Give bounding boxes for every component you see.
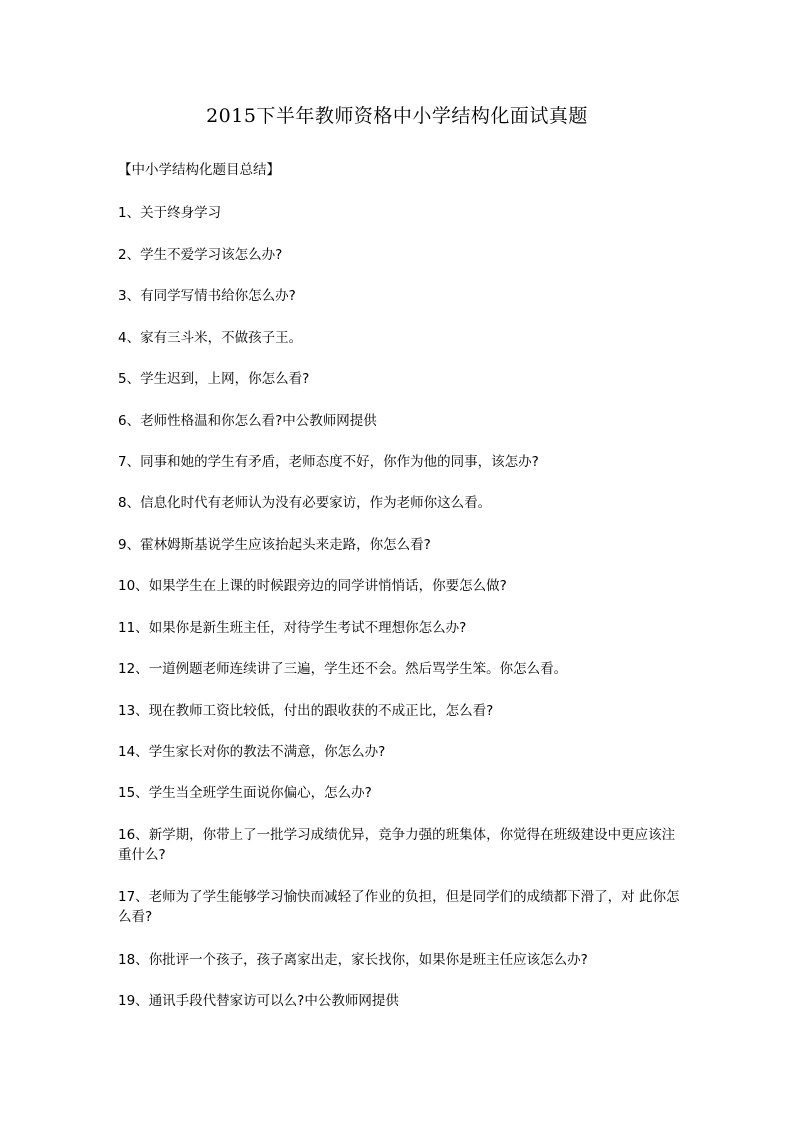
question-item <box>118 245 683 265</box>
question-number: 15、 <box>118 785 149 801</box>
question-item <box>118 452 683 472</box>
question-item <box>118 493 683 513</box>
question-text: 同事和她的学生有矛盾，老师态度不好，你作为他的同事，该怎办? <box>140 454 539 470</box>
question-text: 家有三斗米，不做孩子王。 <box>140 330 303 346</box>
question-number: 8、 <box>118 495 141 511</box>
question-text: 关于终身学习 <box>140 205 222 221</box>
question-text: 学生家长对你的教法不满意，你怎么办? <box>148 744 386 760</box>
question-number: 9、 <box>118 537 141 553</box>
question-text: 新学期，你带上了一批学习成绩优异，竞争力强的班集体，你觉得在班级建设中更应该注重什么? <box>118 827 676 863</box>
question-number: 7、 <box>118 454 141 470</box>
question-text: 通讯手段代替家访可以么?中公教师网提供 <box>148 993 399 1009</box>
question-text: 现在教师工资比较低，付出的跟收获的不成正比，怎么看? <box>148 703 494 719</box>
question-number: 5、 <box>118 371 141 387</box>
question-number: 17、 <box>118 889 149 905</box>
question-item <box>118 991 683 1011</box>
document-title: 2015下半年教师资格中小学结构化面试真题 <box>206 105 588 127</box>
question-text: 你批评一个孩子，孩子离家出走，家长找你，如果你是班主任应该怎么办? <box>148 952 588 968</box>
question-text: 有同学写情书给你怎么办? <box>140 288 296 304</box>
question-number: 1、 <box>118 205 141 221</box>
question-item <box>118 783 683 803</box>
question-item <box>118 742 683 762</box>
question-number: 4、 <box>118 330 141 346</box>
question-item <box>118 411 683 431</box>
question-text: 如果你是新生班主任，对待学生考试不理想你怎么办? <box>148 620 467 636</box>
question-item <box>118 950 683 970</box>
question-text: 学生当全班学生面说你偏心，怎么办? <box>148 785 372 801</box>
question-text: 学生迟到，上网，你怎么看? <box>140 371 310 387</box>
question-number: 19、 <box>118 993 149 1009</box>
question-item <box>118 887 683 927</box>
question-item <box>118 369 683 389</box>
question-number: 12、 <box>118 661 149 677</box>
question-item <box>118 203 683 223</box>
question-item <box>118 328 683 348</box>
question-text: 信息化时代有老师认为没有必要家访，作为老师你这么看。 <box>140 495 492 511</box>
question-number: 14、 <box>118 744 149 760</box>
question-item <box>118 286 683 306</box>
question-number: 16、 <box>118 827 149 843</box>
question-text: 如果学生在上课的时候跟旁边的同学讲悄悄话，你要怎么做? <box>148 578 507 594</box>
question-text: 学生不爱学习该怎么办? <box>140 247 283 263</box>
section-heading: 【中小学结构化题目总结】 <box>118 162 280 178</box>
question-number: 13、 <box>118 703 149 719</box>
question-text: 霍林姆斯基说学生应该抬起头来走路，你怎么看? <box>140 537 431 553</box>
question-item <box>118 576 683 596</box>
question-number: 3、 <box>118 288 141 304</box>
question-number: 18、 <box>118 952 149 968</box>
question-number: 10、 <box>118 578 149 594</box>
question-text: 老师为了学生能够学习愉快而减轻了作业的负担，但是同学们的成绩都下滑了，对 此你怎么看? <box>118 889 680 925</box>
question-number: 2、 <box>118 247 141 263</box>
question-number: 11、 <box>118 620 149 636</box>
question-item <box>118 618 683 638</box>
question-item <box>118 535 683 555</box>
question-item <box>118 825 683 865</box>
question-text: 一道例题老师连续讲了三遍，学生还不会。然后骂学生笨。你怎么看。 <box>148 661 568 677</box>
question-number: 6、 <box>118 413 141 429</box>
question-text: 老师性格温和你怎么看?中公教师网提供 <box>140 413 377 429</box>
question-item <box>118 659 683 679</box>
question-item <box>118 701 683 721</box>
